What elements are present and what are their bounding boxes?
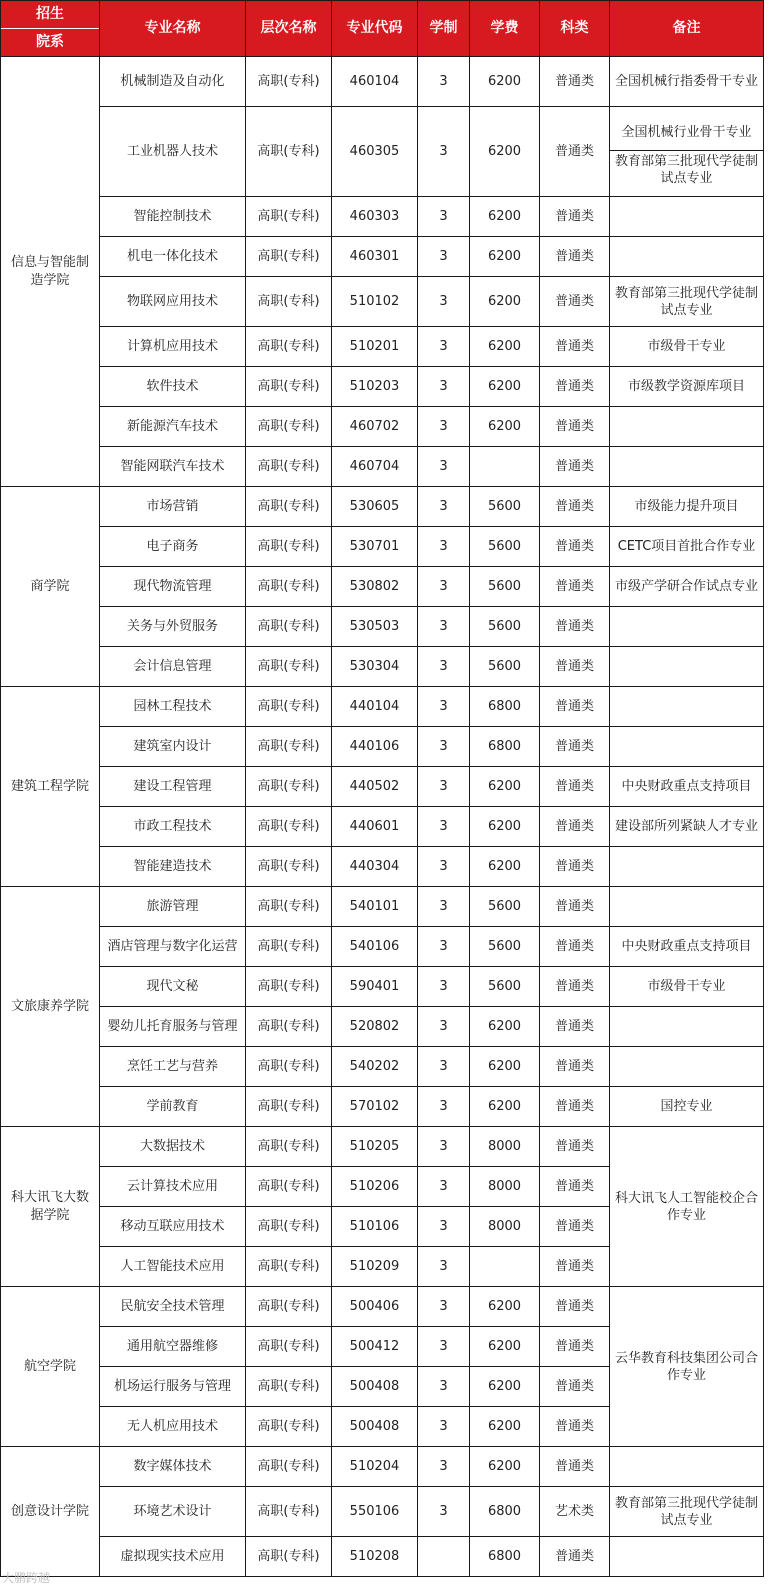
major-code: 440502 <box>332 767 418 807</box>
years: 3 <box>418 647 470 687</box>
tuition: 6200 <box>470 1087 540 1127</box>
major-name: 人工智能技术应用 <box>100 1247 246 1287</box>
years: 3 <box>418 687 470 727</box>
table-row <box>1 447 764 487</box>
major-name: 通用航空器维修 <box>100 1327 246 1367</box>
table-row <box>1 727 764 767</box>
note-cell <box>610 1537 764 1577</box>
table-row <box>1 487 764 527</box>
years: 3 <box>418 767 470 807</box>
note-cell <box>610 687 764 727</box>
level: 高职(专科) <box>246 767 332 807</box>
tuition: 6200 <box>470 1047 540 1087</box>
table-row <box>1 687 764 727</box>
tuition: 6200 <box>470 367 540 407</box>
note-cell: 市级能力提升项目 <box>610 487 764 527</box>
tuition: 6200 <box>470 1407 540 1447</box>
corner-top-label: 招生 <box>1 1 99 29</box>
category: 普通类 <box>540 1287 610 1327</box>
table-row <box>1 1537 764 1577</box>
tuition: 5600 <box>470 487 540 527</box>
note-cell <box>610 647 764 687</box>
level: 高职(专科) <box>246 57 332 107</box>
note-cell <box>610 107 764 197</box>
major-code: 510102 <box>332 277 418 327</box>
note-cell <box>610 1447 764 1487</box>
tuition: 5600 <box>470 527 540 567</box>
note-cell: 云华教育科技集团公司合作专业 <box>610 1287 764 1447</box>
note-cell <box>610 197 764 237</box>
years: 3 <box>418 447 470 487</box>
major-code: 570102 <box>332 1087 418 1127</box>
major-name: 婴幼儿托育服务与管理 <box>100 1007 246 1047</box>
table-row <box>1 927 764 967</box>
dept-cell: 信息与智能制造学院 <box>1 57 100 487</box>
category: 普通类 <box>540 57 610 107</box>
category: 普通类 <box>540 367 610 407</box>
table-row <box>1 327 764 367</box>
table-row <box>1 1047 764 1087</box>
major-code: 530605 <box>332 487 418 527</box>
major-name: 机械制造及自动化 <box>100 57 246 107</box>
major-code: 460301 <box>332 237 418 277</box>
note-cell: 中央财政重点支持项目 <box>610 767 764 807</box>
category: 普通类 <box>540 607 610 647</box>
note-cell <box>610 1047 764 1087</box>
tuition: 6200 <box>470 847 540 887</box>
major-name: 计算机应用技术 <box>100 327 246 367</box>
note-cell: 科大讯飞人工智能校企合作专业 <box>610 1127 764 1287</box>
tuition: 6200 <box>470 767 540 807</box>
major-code: 510206 <box>332 1167 418 1207</box>
tuition: 6200 <box>470 57 540 107</box>
category: 普通类 <box>540 727 610 767</box>
category: 普通类 <box>540 447 610 487</box>
level: 高职(专科) <box>246 1047 332 1087</box>
major-name: 大数据技术 <box>100 1127 246 1167</box>
major-name: 数字媒体技术 <box>100 1447 246 1487</box>
note-cell: 市级产学研合作试点专业 <box>610 567 764 607</box>
tuition <box>470 447 540 487</box>
col-header-type: 科类 <box>540 1 610 57</box>
years: 3 <box>418 607 470 647</box>
table-row <box>1 407 764 447</box>
note-cell: 国控专业 <box>610 1087 764 1127</box>
category: 普通类 <box>540 1087 610 1127</box>
category: 普通类 <box>540 847 610 887</box>
level: 高职(专科) <box>246 887 332 927</box>
table-row <box>1 197 764 237</box>
level: 高职(专科) <box>246 1167 332 1207</box>
years: 3 <box>418 887 470 927</box>
level: 高职(专科) <box>246 1407 332 1447</box>
category: 普通类 <box>540 887 610 927</box>
years: 3 <box>418 1207 470 1247</box>
major-name: 旅游管理 <box>100 887 246 927</box>
years: 3 <box>418 1447 470 1487</box>
major-name: 工业机器人技术 <box>100 107 246 197</box>
major-name: 新能源汽车技术 <box>100 407 246 447</box>
years: 3 <box>418 197 470 237</box>
category: 普通类 <box>540 1327 610 1367</box>
category: 普通类 <box>540 197 610 237</box>
major-code: 460305 <box>332 107 418 197</box>
major-code: 550106 <box>332 1487 418 1537</box>
major-code: 510209 <box>332 1247 418 1287</box>
years: 3 <box>418 527 470 567</box>
category: 普通类 <box>540 407 610 447</box>
major-name: 软件技术 <box>100 367 246 407</box>
level: 高职(专科) <box>246 567 332 607</box>
years: 3 <box>418 567 470 607</box>
table-row <box>1 847 764 887</box>
watermark-text: 大鹏跨越 <box>2 1571 51 1585</box>
level: 高职(专科) <box>246 1127 332 1167</box>
major-code: 460704 <box>332 447 418 487</box>
major-code: 530701 <box>332 527 418 567</box>
table-row <box>1 607 764 647</box>
major-code: 590401 <box>332 967 418 1007</box>
tuition: 6200 <box>470 107 540 197</box>
note-line: 教育部第三批现代学徒制试点专业 <box>614 153 758 186</box>
level: 高职(专科) <box>246 107 332 197</box>
years: 3 <box>418 57 470 107</box>
tuition: 8000 <box>470 1127 540 1167</box>
level: 高职(专科) <box>246 727 332 767</box>
level: 高职(专科) <box>246 1537 332 1577</box>
level: 高职(专科) <box>246 487 332 527</box>
dept-cell: 文旅康养学院 <box>1 887 100 1127</box>
tuition: 6800 <box>470 727 540 767</box>
major-code: 460702 <box>332 407 418 447</box>
tuition: 5600 <box>470 607 540 647</box>
level: 高职(专科) <box>246 1087 332 1127</box>
years: 3 <box>418 1007 470 1047</box>
major-code: 440104 <box>332 687 418 727</box>
table-row <box>1 807 764 847</box>
tuition: 6200 <box>470 1327 540 1367</box>
col-header-code: 专业代码 <box>332 1 418 57</box>
tuition: 5600 <box>470 567 540 607</box>
major-name: 关务与外贸服务 <box>100 607 246 647</box>
note-cell <box>610 727 764 767</box>
table-row <box>1 647 764 687</box>
years: 3 <box>418 237 470 277</box>
tuition: 6200 <box>470 277 540 327</box>
years: 3 <box>418 407 470 447</box>
level: 高职(专科) <box>246 367 332 407</box>
years: 3 <box>418 1327 470 1367</box>
level: 高职(专科) <box>246 447 332 487</box>
years: 3 <box>418 1127 470 1167</box>
major-name: 现代文秘 <box>100 967 246 1007</box>
level: 高职(专科) <box>246 647 332 687</box>
tuition: 5600 <box>470 647 540 687</box>
major-code: 530802 <box>332 567 418 607</box>
tuition <box>470 1247 540 1287</box>
major-code: 500412 <box>332 1327 418 1367</box>
category: 普通类 <box>540 687 610 727</box>
table-row <box>1 967 764 1007</box>
tuition: 6200 <box>470 1007 540 1047</box>
major-name: 市场营销 <box>100 487 246 527</box>
major-code: 510204 <box>332 1447 418 1487</box>
years: 3 <box>418 277 470 327</box>
tuition: 6200 <box>470 1447 540 1487</box>
major-name: 烹饪工艺与营养 <box>100 1047 246 1087</box>
corner-bottom-label: 院系 <box>36 34 64 50</box>
category: 普通类 <box>540 567 610 607</box>
category: 普通类 <box>540 1047 610 1087</box>
table-row <box>1 277 764 327</box>
major-code: 510201 <box>332 327 418 367</box>
major-name: 机电一体化技术 <box>100 237 246 277</box>
level: 高职(专科) <box>246 967 332 1007</box>
category: 普通类 <box>540 277 610 327</box>
major-name: 酒店管理与数字化运营 <box>100 927 246 967</box>
category: 普通类 <box>540 1367 610 1407</box>
category: 普通类 <box>540 237 610 277</box>
major-code: 520802 <box>332 1007 418 1047</box>
years: 3 <box>418 1487 470 1537</box>
major-code: 530304 <box>332 647 418 687</box>
table-row <box>1 767 764 807</box>
category: 普通类 <box>540 647 610 687</box>
table-row <box>1 57 764 107</box>
table-row <box>1 1007 764 1047</box>
tuition: 6200 <box>470 1367 540 1407</box>
major-name: 机场运行服务与管理 <box>100 1367 246 1407</box>
category: 普通类 <box>540 1127 610 1167</box>
level: 高职(专科) <box>246 1487 332 1537</box>
note-cell: 市级骨干专业 <box>610 967 764 1007</box>
years: 3 <box>418 727 470 767</box>
note-cell <box>610 607 764 647</box>
major-name: 虚拟现实技术应用 <box>100 1537 246 1577</box>
major-code: 510205 <box>332 1127 418 1167</box>
major-name: 云计算技术应用 <box>100 1167 246 1207</box>
major-name: 电子商务 <box>100 527 246 567</box>
level: 高职(专科) <box>246 687 332 727</box>
years: 3 <box>418 1287 470 1327</box>
major-code: 500408 <box>332 1407 418 1447</box>
level: 高职(专科) <box>246 197 332 237</box>
note-cell: 市级教学资源库项目 <box>610 367 764 407</box>
level: 高职(专科) <box>246 407 332 447</box>
major-name: 建设工程管理 <box>100 767 246 807</box>
level: 高职(专科) <box>246 1447 332 1487</box>
note-cell: 教育部第三批现代学徒制试点专业 <box>610 1487 764 1537</box>
category: 普通类 <box>540 967 610 1007</box>
dept-cell: 创意设计学院 <box>1 1447 100 1577</box>
years: 3 <box>418 107 470 197</box>
years: 3 <box>418 367 470 407</box>
years: 3 <box>418 927 470 967</box>
col-header-fee: 学费 <box>470 1 540 57</box>
major-code: 530503 <box>332 607 418 647</box>
category: 普通类 <box>540 1207 610 1247</box>
note-cell: 中央财政重点支持项目 <box>610 927 764 967</box>
dept-cell: 航空学院 <box>1 1287 100 1447</box>
level: 高职(专科) <box>246 847 332 887</box>
table-row <box>1 567 764 607</box>
col-header-name: 专业名称 <box>100 1 246 57</box>
table-row <box>1 1287 764 1327</box>
note-cell: 市级骨干专业 <box>610 327 764 367</box>
major-code: 540202 <box>332 1047 418 1087</box>
level: 高职(专科) <box>246 527 332 567</box>
table-row <box>1 887 764 927</box>
table-row <box>1 1087 764 1127</box>
note-cell: 教育部第三批现代学徒制试点专业 <box>610 277 764 327</box>
major-name: 园林工程技术 <box>100 687 246 727</box>
major-code: 540101 <box>332 887 418 927</box>
table-row <box>1 237 764 277</box>
major-code: 500406 <box>332 1287 418 1327</box>
table-body <box>1 57 764 1577</box>
tuition: 6200 <box>470 327 540 367</box>
col-header-level: 层次名称 <box>246 1 332 57</box>
years: 3 <box>418 327 470 367</box>
tuition: 5600 <box>470 887 540 927</box>
tuition: 6200 <box>470 1287 540 1327</box>
years: 3 <box>418 967 470 1007</box>
note-line: 全国机械行业骨干专业 <box>610 115 763 151</box>
major-name: 现代物流管理 <box>100 567 246 607</box>
corner-header <box>1 1 100 57</box>
note-cell <box>610 887 764 927</box>
major-code: 440106 <box>332 727 418 767</box>
major-name: 无人机应用技术 <box>100 1407 246 1447</box>
level: 高职(专科) <box>246 607 332 647</box>
major-name: 学前教育 <box>100 1087 246 1127</box>
tuition: 6200 <box>470 237 540 277</box>
major-name: 建筑室内设计 <box>100 727 246 767</box>
table-row <box>1 1127 764 1167</box>
col-header-years: 学制 <box>418 1 470 57</box>
category: 普通类 <box>540 807 610 847</box>
category: 普通类 <box>540 527 610 567</box>
tuition: 6800 <box>470 687 540 727</box>
level: 高职(专科) <box>246 1007 332 1047</box>
major-code: 440304 <box>332 847 418 887</box>
tuition: 8000 <box>470 1167 540 1207</box>
level: 高职(专科) <box>246 1247 332 1287</box>
tuition: 6800 <box>470 1537 540 1577</box>
major-code: 510208 <box>332 1537 418 1577</box>
tuition: 6200 <box>470 407 540 447</box>
table-row <box>1 1487 764 1537</box>
tuition: 8000 <box>470 1207 540 1247</box>
category: 普通类 <box>540 327 610 367</box>
years: 3 <box>418 1087 470 1127</box>
level: 高职(专科) <box>246 237 332 277</box>
tuition: 6200 <box>470 807 540 847</box>
table-row <box>1 527 764 567</box>
major-name: 会计信息管理 <box>100 647 246 687</box>
tuition: 5600 <box>470 967 540 1007</box>
major-name: 环境艺术设计 <box>100 1487 246 1537</box>
years: 3 <box>418 1047 470 1087</box>
years: 3 <box>418 487 470 527</box>
level: 高职(专科) <box>246 1287 332 1327</box>
level: 高职(专科) <box>246 1367 332 1407</box>
header-row <box>1 1 764 57</box>
note-cell: 全国机械行指委骨干专业 <box>610 57 764 107</box>
category: 普通类 <box>540 487 610 527</box>
category: 艺术类 <box>540 1487 610 1537</box>
table-row <box>1 107 764 197</box>
category: 普通类 <box>540 1247 610 1287</box>
major-code: 500408 <box>332 1367 418 1407</box>
dept-cell: 建筑工程学院 <box>1 687 100 887</box>
col-header-note: 备注 <box>610 1 764 57</box>
years: 3 <box>418 847 470 887</box>
major-name: 物联网应用技术 <box>100 277 246 327</box>
category: 普通类 <box>540 107 610 197</box>
years <box>418 1537 470 1577</box>
category: 普通类 <box>540 767 610 807</box>
major-name: 智能建造技术 <box>100 847 246 887</box>
major-name: 智能控制技术 <box>100 197 246 237</box>
years: 3 <box>418 1407 470 1447</box>
level: 高职(专科) <box>246 1207 332 1247</box>
major-code: 460104 <box>332 57 418 107</box>
note-cell <box>610 447 764 487</box>
dept-cell: 商学院 <box>1 487 100 687</box>
note-cell: 建设部所列紧缺人才专业 <box>610 807 764 847</box>
major-name: 市政工程技术 <box>100 807 246 847</box>
years: 3 <box>418 1367 470 1407</box>
table-row <box>1 1447 764 1487</box>
level: 高职(专科) <box>246 327 332 367</box>
category: 普通类 <box>540 1537 610 1577</box>
category: 普通类 <box>540 1407 610 1447</box>
category: 普通类 <box>540 1167 610 1207</box>
category: 普通类 <box>540 1447 610 1487</box>
table-row <box>1 367 764 407</box>
level: 高职(专科) <box>246 807 332 847</box>
major-name: 移动互联应用技术 <box>100 1207 246 1247</box>
note-cell <box>610 407 764 447</box>
major-name: 智能网联汽车技术 <box>100 447 246 487</box>
category: 普通类 <box>540 1007 610 1047</box>
level: 高职(专科) <box>246 277 332 327</box>
dept-cell: 科大讯飞大数据学院 <box>1 1127 100 1287</box>
years: 3 <box>418 1167 470 1207</box>
tuition: 5600 <box>470 927 540 967</box>
major-name: 民航安全技术管理 <box>100 1287 246 1327</box>
major-code: 510106 <box>332 1207 418 1247</box>
level: 高职(专科) <box>246 927 332 967</box>
note-cell <box>610 237 764 277</box>
note-cell: CETC项目首批合作专业 <box>610 527 764 567</box>
years: 3 <box>418 1247 470 1287</box>
note-cell <box>610 1007 764 1047</box>
major-code: 460303 <box>332 197 418 237</box>
major-code: 510203 <box>332 367 418 407</box>
tuition: 6800 <box>470 1487 540 1537</box>
years: 3 <box>418 807 470 847</box>
tuition: 6200 <box>470 197 540 237</box>
major-code: 440601 <box>332 807 418 847</box>
note-cell <box>610 847 764 887</box>
major-code: 540106 <box>332 927 418 967</box>
category: 普通类 <box>540 927 610 967</box>
level: 高职(专科) <box>246 1327 332 1367</box>
